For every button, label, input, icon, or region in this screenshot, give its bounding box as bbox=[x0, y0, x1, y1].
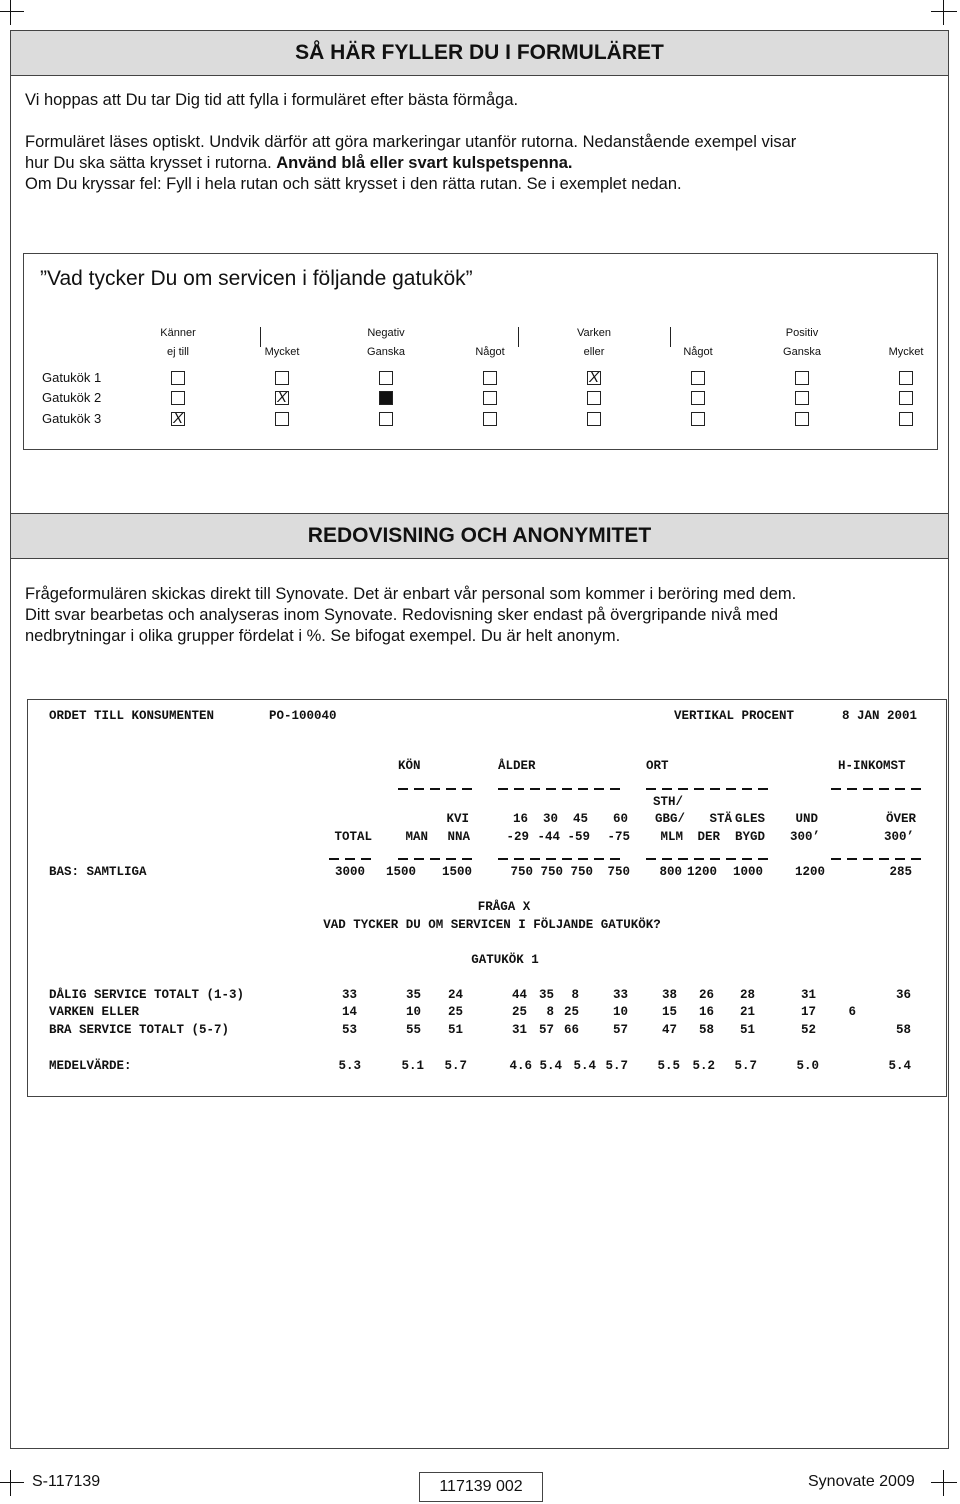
report-base-value: 800 bbox=[659, 865, 682, 879]
group-label-neutral: Varken bbox=[576, 327, 612, 339]
checkbox-checked[interactable] bbox=[171, 412, 185, 426]
report-column-header: 30 bbox=[542, 812, 558, 826]
dashed-underline bbox=[498, 858, 626, 860]
crop-mark-top-left bbox=[0, 0, 24, 25]
checkbox[interactable] bbox=[691, 371, 705, 385]
report-base-value: 1000 bbox=[732, 865, 763, 879]
scale-column-label: Mycket bbox=[264, 346, 300, 358]
report-row-value: 52 bbox=[800, 1023, 816, 1037]
checkbox-checked[interactable] bbox=[275, 391, 289, 405]
dashed-underline bbox=[498, 788, 626, 790]
group-divider bbox=[670, 327, 671, 347]
report-mean-value: 5.7 bbox=[734, 1059, 757, 1073]
report-column-header: MLM bbox=[660, 830, 683, 844]
checkbox[interactable] bbox=[899, 391, 913, 405]
footer-batch-number: 117139 002 bbox=[419, 1472, 543, 1502]
instructions-line bbox=[25, 153, 935, 174]
check-mark: X bbox=[276, 389, 287, 406]
report-mean-label: MEDELVÄRDE: bbox=[49, 1059, 132, 1073]
example-question-box bbox=[23, 253, 938, 450]
dashed-underline bbox=[398, 788, 474, 790]
report-column-header: -44 bbox=[537, 830, 560, 844]
report-mean-value: 5.7 bbox=[444, 1059, 467, 1073]
report-mean-value: 5.7 bbox=[605, 1059, 628, 1073]
checkbox[interactable] bbox=[379, 371, 393, 385]
scale-column-label: Ganska bbox=[367, 346, 405, 358]
report-row-value: 31 bbox=[511, 1023, 527, 1037]
report-row-value: 6 bbox=[848, 1005, 856, 1019]
example-row-label: Gatukök 2 bbox=[42, 390, 102, 405]
check-mark: X bbox=[588, 369, 599, 386]
report-group-location: ORT bbox=[646, 759, 669, 773]
dashed-underline bbox=[646, 858, 774, 860]
report-row-value: 44 bbox=[511, 988, 527, 1002]
checkbox[interactable] bbox=[795, 391, 809, 405]
checkbox[interactable] bbox=[483, 412, 497, 426]
report-column-header: NNA bbox=[447, 830, 470, 844]
report-column-header: 16 bbox=[512, 812, 528, 826]
report-question-text: VAD TYCKER DU OM SERVICEN I FÖLJANDE GATUKÖK? bbox=[323, 918, 661, 932]
anonymity-text bbox=[25, 584, 935, 647]
instructions-line: Om Du kryssar fel: Fyll i hela rutan och sätt krysset i den rätta rutan. Se i exemplet nedan. bbox=[25, 175, 682, 193]
report-base-value: 750 bbox=[570, 865, 593, 879]
report-row-value: 33 bbox=[612, 988, 628, 1002]
crop-mark-top-right bbox=[931, 0, 957, 25]
report-column-header: UND bbox=[795, 812, 818, 826]
report-row-value: 8 bbox=[571, 988, 579, 1002]
report-base-value: 750 bbox=[510, 865, 533, 879]
checkbox[interactable] bbox=[691, 391, 705, 405]
report-base-label: BAS: SAMTLIGA bbox=[49, 865, 147, 879]
report-row-value: 35 bbox=[405, 988, 421, 1002]
report-column-header: MAN bbox=[405, 830, 428, 844]
scale-column-label: Något bbox=[475, 346, 505, 358]
scale-column-label: Ganska bbox=[783, 346, 821, 358]
crop-mark-bottom-right bbox=[931, 1470, 957, 1496]
report-row-value: 57 bbox=[612, 1023, 628, 1037]
checkbox[interactable] bbox=[483, 391, 497, 405]
report-column-header: 60 bbox=[612, 812, 628, 826]
anonymity-line: nedbrytningar i olika grupper fördelat i %. Se bifogat exempel. Du är helt anonym. bbox=[25, 627, 621, 645]
report-mean-value: 5.4 bbox=[888, 1059, 911, 1073]
dashed-underline bbox=[329, 858, 373, 860]
checkbox[interactable] bbox=[899, 412, 913, 426]
scale-column-label: ej till bbox=[166, 346, 190, 358]
example-row-label: Gatukök 3 bbox=[42, 411, 102, 426]
report-row-label: VARKEN ELLER bbox=[49, 1005, 140, 1019]
report-base-value: 1500 bbox=[385, 865, 416, 879]
report-row-value: 10 bbox=[612, 1005, 628, 1019]
report-row-value: 66 bbox=[563, 1023, 579, 1037]
scale-column-label: Mycket bbox=[888, 346, 924, 358]
anonymity-line: Frågeformulären skickas direkt till Synovate. Det är enbart vår personal som kommer i beröring med dem. bbox=[25, 585, 797, 603]
report-column-header: 300’ bbox=[789, 830, 820, 844]
report-base-value: 285 bbox=[889, 865, 912, 879]
instructions-line: Formuläret läses optiskt. Undvik därför att göra markeringar utanför rutorna. Nedanstående exempel visar bbox=[25, 133, 797, 151]
report-mean-value: 5.4 bbox=[573, 1059, 596, 1073]
report-row-value: 31 bbox=[800, 988, 816, 1002]
sample-report-table bbox=[27, 699, 947, 1097]
checkbox[interactable] bbox=[795, 412, 809, 426]
report-group-income: H-INKOMST bbox=[838, 759, 906, 773]
report-base-value: 750 bbox=[540, 865, 563, 879]
report-row-value: 47 bbox=[661, 1023, 677, 1037]
report-row-value: 21 bbox=[739, 1005, 755, 1019]
report-row-value: 55 bbox=[405, 1023, 421, 1037]
report-group-gender: KÖN bbox=[398, 759, 421, 773]
checkbox[interactable] bbox=[587, 391, 601, 405]
group-label-negative: Negativ bbox=[367, 327, 405, 339]
scale-column-label: eller bbox=[583, 346, 605, 358]
check-mark: X bbox=[172, 410, 183, 427]
report-row-value: 58 bbox=[895, 1023, 911, 1037]
report-row-value: 28 bbox=[739, 988, 755, 1002]
footer-copyright: Synovate 2009 bbox=[808, 1473, 915, 1490]
report-mean-value: 5.1 bbox=[401, 1059, 424, 1073]
report-column-header: GLES bbox=[734, 812, 765, 826]
report-group-age: ÅLDER bbox=[498, 759, 536, 773]
checkbox[interactable] bbox=[171, 391, 185, 405]
report-row-value: 26 bbox=[698, 988, 714, 1002]
dashed-underline bbox=[831, 858, 925, 860]
report-row-value: 10 bbox=[405, 1005, 421, 1019]
report-column-header: -29 bbox=[506, 830, 529, 844]
checkbox[interactable] bbox=[899, 371, 913, 385]
anonymity-line: Ditt svar bearbetas och analyseras inom Synovate. Redovisning sker endast på övergripande nivå med bbox=[25, 606, 778, 624]
report-mean-value: 5.0 bbox=[796, 1059, 819, 1073]
dashed-underline bbox=[646, 788, 774, 790]
group-label-positive: Positiv bbox=[785, 327, 819, 339]
instructions-text bbox=[25, 90, 935, 195]
report-row-value: 25 bbox=[563, 1005, 579, 1019]
report-base-value: 1200 bbox=[686, 865, 717, 879]
report-row-value: 24 bbox=[447, 988, 463, 1002]
report-code: PO-100040 bbox=[269, 709, 337, 723]
report-base-value: 1500 bbox=[441, 865, 472, 879]
checkbox-filled-correction[interactable] bbox=[379, 391, 393, 405]
report-column-header: 300’ bbox=[883, 830, 914, 844]
group-divider bbox=[260, 327, 261, 347]
report-row-value: 35 bbox=[538, 988, 554, 1002]
report-row-value: 17 bbox=[800, 1005, 816, 1019]
form-page-frame bbox=[10, 30, 949, 1449]
report-row-value: 51 bbox=[739, 1023, 755, 1037]
report-column-header: BYGD bbox=[734, 830, 765, 844]
report-column-header: STÄ bbox=[709, 812, 732, 826]
report-row-value: 25 bbox=[447, 1005, 463, 1019]
report-question-title: FRÅGA X bbox=[477, 900, 531, 914]
group-divider bbox=[518, 327, 519, 347]
report-row-value: 53 bbox=[341, 1023, 357, 1037]
report-row-value: 14 bbox=[341, 1005, 357, 1019]
group-label-unknown: Känner bbox=[160, 327, 196, 339]
report-client: ORDET TILL KONSUMENTEN bbox=[49, 709, 215, 723]
report-column-header: -59 bbox=[567, 830, 590, 844]
section-title-instructions: SÅ HÄR FYLLER DU I FORMULÄRET bbox=[11, 31, 948, 76]
checkbox[interactable] bbox=[795, 371, 809, 385]
example-question-title: ”Vad tycker Du om servicen i följande gatukök” bbox=[40, 267, 473, 290]
report-row-value: 33 bbox=[341, 988, 357, 1002]
instructions-text-part: hur Du ska sätta krysset i rutorna. bbox=[25, 154, 277, 172]
checkbox[interactable] bbox=[379, 412, 393, 426]
checkbox[interactable] bbox=[275, 371, 289, 385]
report-row-value: 15 bbox=[661, 1005, 677, 1019]
example-row-label: Gatukök 1 bbox=[42, 370, 102, 385]
report-mean-value: 5.2 bbox=[692, 1059, 715, 1073]
report-row-value: 51 bbox=[447, 1023, 463, 1037]
report-row-value: 36 bbox=[895, 988, 911, 1002]
checkbox[interactable] bbox=[483, 371, 497, 385]
report-sth-label: STH/ bbox=[653, 795, 684, 809]
report-row-value: 8 bbox=[546, 1005, 554, 1019]
instructions-line: Vi hoppas att Du tar Dig tid att fylla i formuläret efter bästa förmåga. bbox=[25, 91, 519, 109]
report-subject: GATUKÖK 1 bbox=[471, 953, 539, 967]
report-row-value: 25 bbox=[511, 1005, 527, 1019]
checkbox[interactable] bbox=[171, 371, 185, 385]
report-row-label: DÅLIG SERVICE TOTALT (1-3) bbox=[49, 988, 245, 1002]
instructions-pen-note: Använd blå eller svart kulspetspenna. bbox=[276, 154, 573, 172]
checkbox-checked[interactable] bbox=[587, 371, 601, 385]
report-mean-value: 5.3 bbox=[338, 1059, 361, 1073]
dashed-underline bbox=[398, 858, 474, 860]
section-title-anonymity: REDOVISNING OCH ANONYMITET bbox=[11, 513, 948, 559]
checkbox[interactable] bbox=[275, 412, 289, 426]
report-row-value: 58 bbox=[698, 1023, 714, 1037]
report-base-value: 1200 bbox=[794, 865, 825, 879]
report-mode: VERTIKAL PROCENT bbox=[674, 709, 795, 723]
report-date: 8 JAN 2001 bbox=[842, 709, 918, 723]
report-row-value: 57 bbox=[538, 1023, 554, 1037]
report-column-header: -75 bbox=[607, 830, 630, 844]
report-row-value: 38 bbox=[661, 988, 677, 1002]
report-column-header: DER bbox=[697, 830, 720, 844]
report-row-label: BRA SERVICE TOTALT (5-7) bbox=[49, 1023, 230, 1037]
report-column-header: ÖVER bbox=[885, 812, 916, 826]
crop-mark-bottom-left bbox=[0, 1470, 24, 1496]
checkbox[interactable] bbox=[587, 412, 601, 426]
report-column-header: GBG/ bbox=[654, 812, 685, 826]
report-mean-value: 4.6 bbox=[509, 1059, 532, 1073]
report-base-value: 750 bbox=[607, 865, 630, 879]
report-column-header: TOTAL bbox=[334, 830, 372, 844]
report-row-value: 16 bbox=[698, 1005, 714, 1019]
scale-column-label: Något bbox=[683, 346, 713, 358]
report-mean-value: 5.5 bbox=[657, 1059, 680, 1073]
footer-form-id: S-117139 bbox=[32, 1473, 101, 1490]
report-column-header: 45 bbox=[572, 812, 588, 826]
report-column-header: KVI bbox=[446, 812, 469, 826]
checkbox[interactable] bbox=[691, 412, 705, 426]
dashed-underline bbox=[831, 788, 925, 790]
report-mean-value: 5.4 bbox=[539, 1059, 562, 1073]
report-base-value: 3000 bbox=[334, 865, 365, 879]
